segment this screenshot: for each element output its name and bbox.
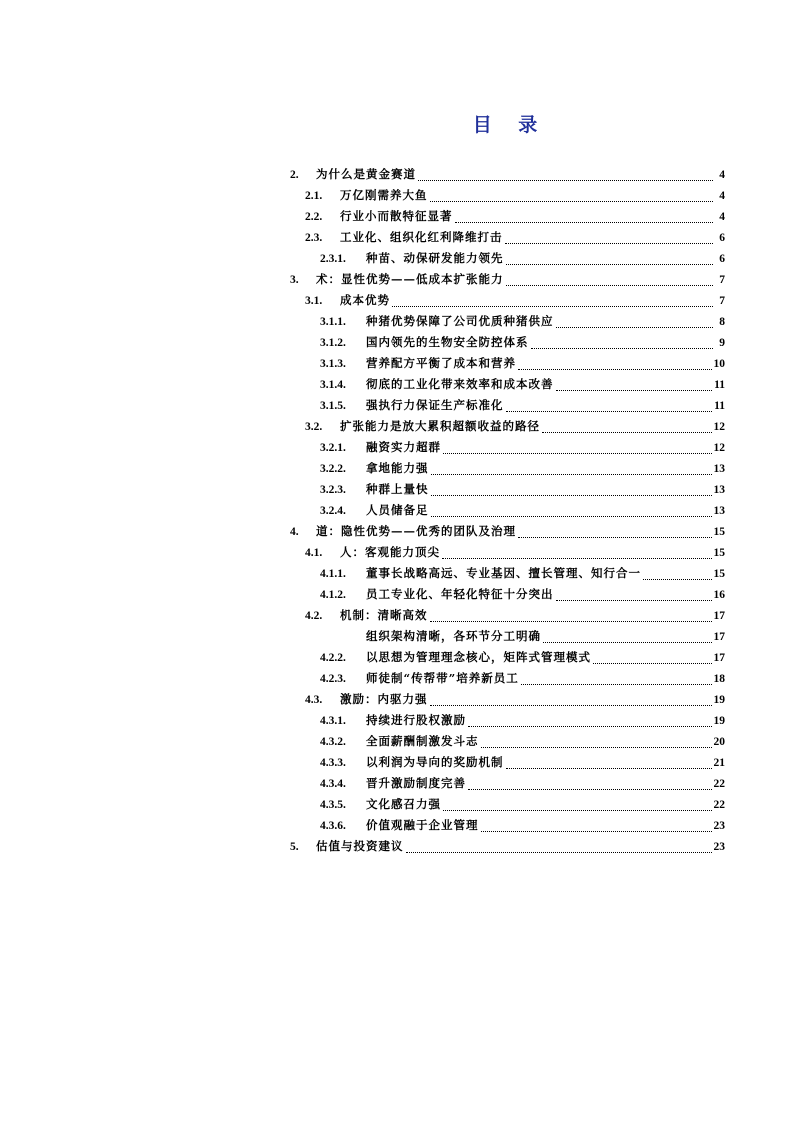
toc-entry[interactable] (290, 248, 725, 269)
toc-entry-page: 7 (719, 295, 725, 307)
toc-dot-leader (481, 746, 712, 748)
toc-entry-label: 机制：清晰高效 (340, 608, 428, 622)
toc-entry-page: 16 (713, 589, 725, 601)
toc-entry-number: 3. (290, 274, 299, 286)
toc-dot-leader (521, 683, 712, 685)
toc-entry[interactable] (290, 773, 725, 794)
toc-entry-page: 12 (713, 442, 725, 454)
toc-entry-label: 万亿刚需养大鱼 (340, 188, 428, 202)
toc-entry[interactable] (290, 374, 725, 395)
toc-entry-page: 19 (713, 694, 725, 706)
toc-entry-page: 15 (713, 568, 725, 580)
toc-entry-label: 组织架构清晰，各环节分工明确 (366, 629, 541, 643)
toc-entry-number: 3.2.3. (320, 484, 346, 496)
toc-entry-number: 4.2.2. (320, 652, 346, 664)
toc-dot-leader (455, 221, 714, 223)
toc-entry-label: 营养配方平衡了成本和营养 (366, 356, 516, 370)
toc-entry[interactable] (290, 794, 725, 815)
toc-entry[interactable] (290, 752, 725, 773)
toc-entry[interactable] (290, 311, 725, 332)
toc-entry-number: 3.1.2. (320, 337, 346, 349)
toc-entry-number: 2.1. (305, 190, 323, 202)
toc-dot-leader (643, 578, 712, 580)
toc-dot-leader (430, 200, 714, 202)
toc-dot-leader (518, 536, 712, 538)
toc-entry-label: 扩张能力是放大累积超额收益的路径 (340, 419, 540, 433)
toc-dot-leader (556, 599, 712, 601)
toc-entry-number: 4.3. (305, 694, 323, 706)
toc-entry-label: 文化感召力强 (366, 797, 441, 811)
toc-entry-page: 6 (719, 253, 725, 265)
toc-entry-page: 11 (714, 379, 725, 391)
toc-entry-page: 21 (713, 757, 725, 769)
toc-entry-number: 3.2.2. (320, 463, 346, 475)
toc-entry-number: 2.2. (305, 211, 323, 223)
toc-entry[interactable] (290, 836, 725, 857)
toc-entry-number: 4.3.6. (320, 820, 346, 832)
toc-entry-page: 20 (713, 736, 725, 748)
toc-entry-number: 3.2. (305, 421, 323, 433)
toc-entry[interactable] (290, 290, 725, 311)
toc-entry-number: 4.2. (305, 610, 323, 622)
toc-entry-number: 4. (290, 526, 299, 538)
toc-dot-leader (443, 452, 712, 454)
toc-entry-page: 23 (713, 820, 725, 832)
toc-entry-page: 4 (719, 169, 725, 181)
table-of-contents (290, 164, 725, 857)
toc-entry[interactable] (290, 416, 725, 437)
toc-entry-number: 4.3.2. (320, 736, 346, 748)
toc-dot-leader (431, 494, 712, 496)
toc-entry-page: 23 (713, 841, 725, 853)
toc-entry-label: 员工专业化、年轻化特征十分突出 (366, 587, 554, 601)
toc-entry-page: 15 (713, 547, 725, 559)
toc-entry-page: 8 (719, 316, 725, 328)
toc-dot-leader (518, 368, 712, 370)
toc-entry-label: 拿地能力强 (366, 461, 429, 475)
toc-dot-leader (443, 809, 712, 811)
toc-entry[interactable] (290, 815, 725, 836)
toc-entry-number: 3.2.1. (320, 442, 346, 454)
toc-dot-leader (431, 515, 712, 517)
toc-entry-label: 工业化、组织化红利降维打击 (340, 230, 503, 244)
toc-entry-number: 4.1.2. (320, 589, 346, 601)
toc-entry-number: 3.1.1. (320, 316, 346, 328)
toc-dot-leader (392, 305, 713, 307)
toc-entry-label: 行业小而散特征显著 (340, 209, 453, 223)
toc-entry[interactable] (290, 710, 725, 731)
toc-entry[interactable] (290, 668, 725, 689)
toc-entry-page: 15 (713, 526, 725, 538)
toc-dot-leader (481, 830, 712, 832)
toc-entry[interactable] (290, 164, 725, 185)
toc-entry-number: 3.1.5. (320, 400, 346, 412)
toc-entry-label: 以思想为管理理念核心，矩阵式管理模式 (366, 650, 591, 664)
toc-entry-number: 4.1.1. (320, 568, 346, 580)
toc-entry[interactable] (290, 479, 725, 500)
toc-entry-number: 4.3.1. (320, 715, 346, 727)
toc-dot-leader (506, 410, 713, 412)
toc-entry-label: 晋升激励制度完善 (366, 776, 466, 790)
toc-entry[interactable] (290, 227, 725, 248)
toc-entry-label: 成本优势 (340, 293, 390, 307)
toc-dot-leader (506, 263, 714, 265)
toc-dot-leader (556, 389, 713, 391)
toc-dot-leader (442, 557, 712, 559)
toc-entry-number: 4.3.5. (320, 799, 346, 811)
toc-entry-label: 人员储备足 (366, 503, 429, 517)
toc-dot-leader (418, 179, 713, 181)
toc-entry-label: 融资实力超群 (366, 440, 441, 454)
toc-entry[interactable] (290, 437, 725, 458)
toc-entry-label: 种苗、动保研发能力领先 (366, 251, 504, 265)
toc-dot-leader (531, 347, 714, 349)
toc-entry[interactable] (290, 626, 725, 647)
toc-entry-page: 4 (719, 190, 725, 202)
toc-entry[interactable] (290, 206, 725, 227)
toc-entry[interactable] (290, 353, 725, 374)
toc-entry-page: 7 (719, 274, 725, 286)
toc-entry-page: 13 (713, 463, 725, 475)
toc-entry-label: 以利润为导向的奖励机制 (366, 755, 504, 769)
toc-entry-label: 道：隐性优势——优秀的团队及治理 (316, 524, 516, 538)
toc-entry-label: 人：客观能力顶尖 (340, 545, 440, 559)
toc-entry[interactable] (290, 731, 725, 752)
toc-entry-page: 13 (713, 505, 725, 517)
toc-entry[interactable] (290, 500, 725, 521)
toc-entry-number: 5. (290, 841, 299, 853)
toc-entry-label: 彻底的工业化带来效率和成本改善 (366, 377, 554, 391)
toc-entry[interactable] (290, 332, 725, 353)
toc-entry-page: 17 (713, 610, 725, 622)
toc-dot-leader (593, 662, 712, 664)
toc-entry-label: 全面薪酬制激发斗志 (366, 734, 479, 748)
toc-dot-leader (406, 851, 712, 853)
toc-entry-page: 17 (713, 631, 725, 643)
toc-dot-leader (430, 704, 712, 706)
toc-entry-number: 4.1. (305, 547, 323, 559)
toc-entry-number: 3.1.3. (320, 358, 346, 370)
toc-entry-page: 22 (713, 799, 725, 811)
toc-entry-page: 13 (713, 484, 725, 496)
toc-entry-number: 3.1. (305, 295, 323, 307)
toc-entry-label: 董事长战略高远、专业基因、擅长管理、知行合一 (366, 566, 641, 580)
toc-entry-number: 4.2.3. (320, 673, 346, 685)
toc-entry-label: 国内领先的生物安全防控体系 (366, 335, 529, 349)
toc-entry-label: 师徒制“传帮带”培养新员工 (366, 671, 519, 685)
toc-entry-label: 种猪优势保障了公司优质种猪供应 (366, 314, 554, 328)
toc-entry-page: 10 (713, 358, 725, 370)
toc-entry[interactable] (290, 185, 725, 206)
toc-entry-label: 为什么是黄金赛道 (316, 167, 416, 181)
toc-dot-leader (543, 641, 712, 643)
toc-entry-number: 2.3.1. (320, 253, 346, 265)
toc-dot-leader (430, 620, 712, 622)
toc-entry-label: 价值观融于企业管理 (366, 818, 479, 832)
toc-dot-leader (468, 725, 712, 727)
toc-entry-number: 2.3. (305, 232, 323, 244)
toc-entry-page: 6 (719, 232, 725, 244)
toc-entry-label: 强执行力保证生产标准化 (366, 398, 504, 412)
toc-entry-page: 19 (713, 715, 725, 727)
toc-dot-leader (506, 767, 712, 769)
toc-entry-number: 4.3.3. (320, 757, 346, 769)
toc-entry-number: 3.1.4. (320, 379, 346, 391)
toc-dot-leader (468, 788, 712, 790)
toc-entry[interactable] (290, 689, 725, 710)
toc-entry-page: 18 (713, 673, 725, 685)
toc-entry[interactable] (290, 647, 725, 668)
toc-entry-label: 术：显性优势——低成本扩张能力 (316, 272, 504, 286)
toc-dot-leader (505, 242, 714, 244)
toc-entry[interactable] (290, 269, 725, 290)
toc-dot-leader (506, 284, 714, 286)
toc-dot-leader (431, 473, 712, 475)
toc-entry[interactable] (290, 584, 725, 605)
toc-entry[interactable] (290, 605, 725, 626)
toc-entry[interactable] (290, 395, 725, 416)
toc-entry-page: 12 (713, 421, 725, 433)
toc-entry-page: 4 (719, 211, 725, 223)
toc-entry-page: 9 (719, 337, 725, 349)
toc-entry-page: 11 (714, 400, 725, 412)
toc-entry-number: 3.2.4. (320, 505, 346, 517)
toc-title: 目 录 (472, 114, 548, 136)
toc-entry-label: 持续进行股权激励 (366, 713, 466, 727)
toc-entry[interactable] (290, 563, 725, 584)
toc-entry[interactable] (290, 542, 725, 563)
toc-entry-label: 激励：内驱力强 (340, 692, 428, 706)
toc-entry-page: 22 (713, 778, 725, 790)
toc-entry[interactable] (290, 521, 725, 542)
toc-entry-number: 2. (290, 169, 299, 181)
toc-dot-leader (556, 326, 714, 328)
toc-entry-page: 17 (713, 652, 725, 664)
toc-entry-number: 4.3.4. (320, 778, 346, 790)
toc-entry[interactable] (290, 458, 725, 479)
toc-dot-leader (542, 431, 712, 433)
toc-entry-label: 估值与投资建议 (316, 839, 404, 853)
toc-entry-label: 种群上量快 (366, 482, 429, 496)
